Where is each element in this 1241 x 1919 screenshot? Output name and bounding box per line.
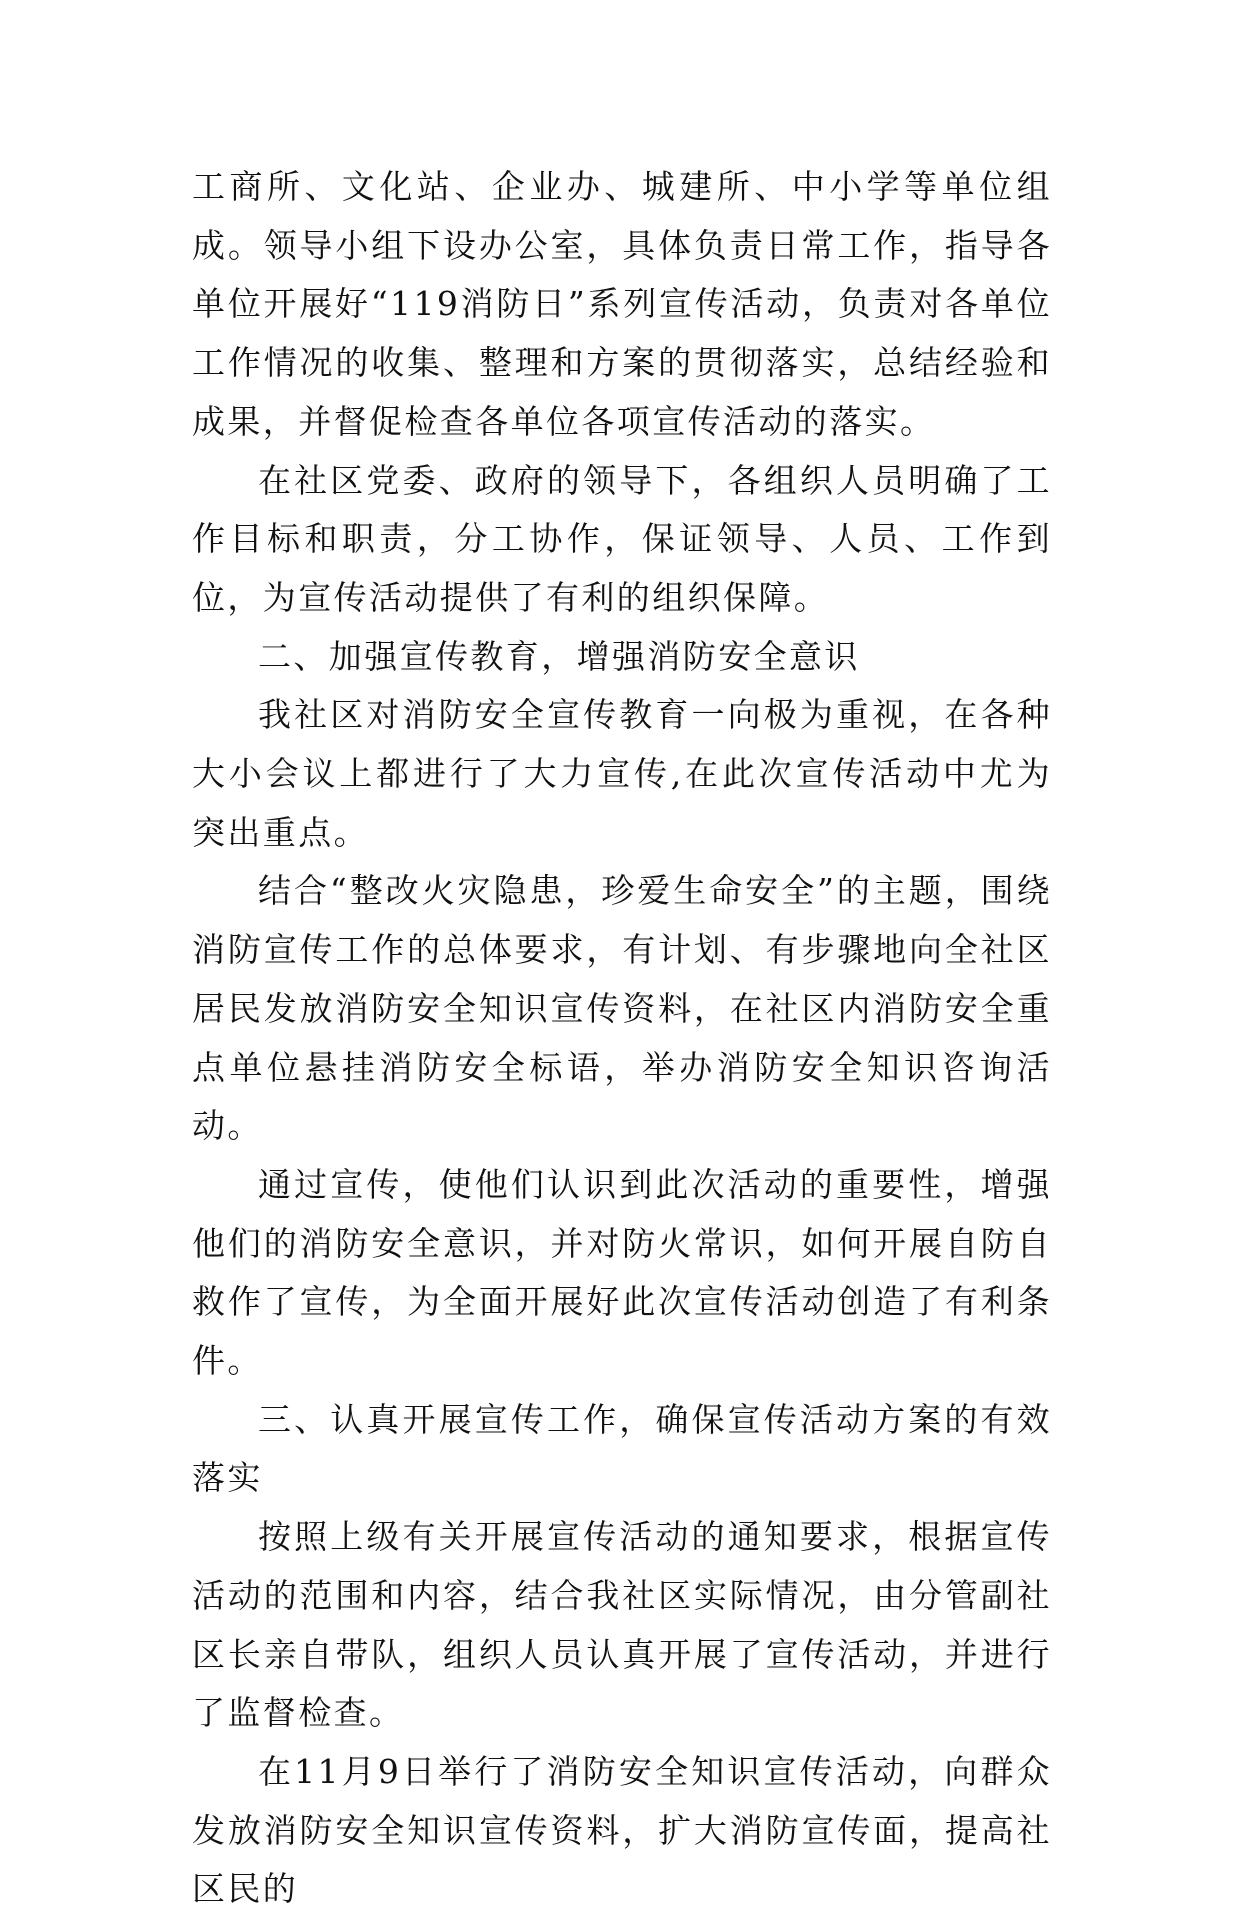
paragraph-november-activity: 在11月9日举行了消防安全知识宣传活动，向群众发放消防安全知识宣传资料，扩大消防宣传面，提高社区民的 xyxy=(192,1751,1052,1909)
paragraph-leadership-support: 在社区党委、政府的领导下，各组织人员明确了工作目标和职责，分工协作，保证领导、人员、工作到位，为宣传活动提供了有利的组织保障。 xyxy=(192,460,1052,617)
section-heading-implementation: 三、认真开展宣传工作，确保宣传活动方案的有效落实 xyxy=(192,1399,1052,1498)
paragraph-theme-activities: 结合“整改火灾隐患，珍爱生命安全”的主题，围绕消防宣传工作的总体要求，有计划、有步骤地向全社区居民发放消防安全知识宣传资料，在社区内消防安全重点单位悬挂消防安全标语，举办消防安全知识咨询活动。 xyxy=(192,871,1052,1146)
paragraph-meetings-publicity: 我社区对消防安全宣传教育一向极为重视，在各种大小会议上都进行了大力宣传,在此次宣传活动中尤为突出重点。 xyxy=(192,695,1052,852)
section-heading-publicity-education: 二、加强宣传教育，增强消防安全意识 xyxy=(258,636,860,676)
document-body xyxy=(192,158,1052,1919)
paragraph-awareness: 通过宣传，使他们认识到此次活动的重要性，增强他们的消防安全意识，并对防火常识，如何开展自防自救作了宣传，为全面开展好此次宣传活动创造了有利条件。 xyxy=(192,1164,1052,1381)
paragraph-requirements: 按照上级有关开展宣传活动的通知要求，根据宣传活动的范围和内容，结合我社区实际情况，由分管副社区长亲自带队，组织人员认真开展了宣传活动，并进行了监督检查。 xyxy=(192,1517,1052,1733)
paragraph-organization: 工商所、文化站、企业办、城建所、中小学等单位组成。领导小组下设办公室，具体负责日常工作，指导各单位开展好“119消防日”系列宣传活动，负责对各单位工作情况的收集、整理和方案的贯彻落实，总结经验和成果，并督促检查各单位各项宣传活动的落实。 xyxy=(192,167,1052,441)
